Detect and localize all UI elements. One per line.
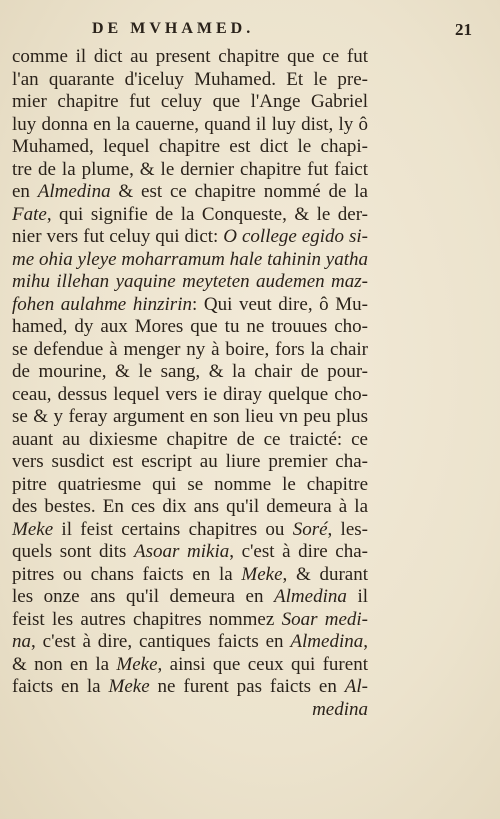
text-segment: l'an quarante d'iceluy Muhamed. Et le pre- <box>12 68 368 90</box>
text-segment: des bestes. En ces dix ans qu'il demeura à la <box>12 496 368 517</box>
text-segment: feist les autres chapitres nommez <box>12 608 282 630</box>
text-segment: mier chapitre fut celuy que l'Ange Gabriel <box>12 91 368 112</box>
italic-segment: me ohia yleye moharramum hale tahinin yatha <box>12 248 368 270</box>
text-segment: il <box>346 586 369 607</box>
text-segment: , les- <box>327 518 368 540</box>
italic-segment: Soré <box>292 518 328 540</box>
text-line <box>12 406 368 429</box>
text-line <box>12 136 368 159</box>
italic-segment: Meke <box>12 518 54 540</box>
text-segment: : Qui veut dire, ô Mu- <box>191 293 368 315</box>
text-line <box>12 609 368 632</box>
text-segment: & non en la <box>12 653 117 675</box>
italic-segment: Soar medi- <box>281 608 369 630</box>
text-segment: comme il dict au present chapitre que ce fut <box>12 46 368 67</box>
text-segment: en <box>12 181 38 202</box>
text-line <box>12 271 368 294</box>
text-line <box>12 69 368 92</box>
italic-segment: Meke <box>108 676 150 697</box>
italic-segment: Almedina <box>290 631 364 652</box>
italic-segment: medina <box>312 698 368 720</box>
text-line <box>12 159 368 182</box>
text-line <box>12 91 368 114</box>
text-segment: pitres ou chans faicts en la <box>12 563 242 585</box>
text-line <box>12 519 368 542</box>
text-line <box>12 384 368 407</box>
text-segment: les onze ans qu'il demeura en <box>12 586 275 607</box>
text-line <box>12 586 368 609</box>
text-line <box>12 249 368 272</box>
text-segment: se & y feray argument en son lieu vn peu plus <box>12 406 368 427</box>
text-line <box>12 204 368 227</box>
text-segment: se defendue à menger ny à boire, fors la chair <box>12 338 368 360</box>
text-segment: quels sont dits <box>12 541 135 562</box>
text-line <box>12 541 368 564</box>
text-segment: faicts en la <box>12 676 109 697</box>
italic-segment: mihu illehan yaquine meyteten audemen maz- <box>12 271 368 292</box>
text-line <box>12 316 368 339</box>
text-line <box>12 429 368 452</box>
text-line <box>12 474 368 497</box>
text-line <box>12 699 368 722</box>
text-line <box>12 631 368 654</box>
text-segment: vers susdict est escript au liure premier cha- <box>12 451 368 472</box>
text-segment: Muhamed, lequel chapitre est dict le chapi- <box>12 136 368 157</box>
body-text <box>12 46 368 721</box>
italic-segment: Asoar mikia <box>134 541 230 562</box>
text-segment: , c'est à dire, cantiques faicts en <box>31 631 291 652</box>
text-segment: , <box>363 631 368 652</box>
running-head: DE MVHAMED. <box>92 20 255 37</box>
text-segment: auant au dixiesme chapitre de ce traicté: ce <box>12 428 368 450</box>
italic-segment: fohen aulahme hinzirin <box>12 293 192 315</box>
italic-segment: na <box>12 631 31 652</box>
text-segment: , ainsi que ceux qui furent <box>157 653 368 675</box>
text-segment: luy donna en la cauerne, quand il luy dist, ly ô <box>12 113 368 135</box>
text-line <box>12 294 368 317</box>
italic-segment: Fate <box>12 203 47 225</box>
text-segment: il feist certains chapitres ou <box>53 518 293 540</box>
text-segment: de mourine, & le sang, & la chair de pour- <box>12 361 368 382</box>
text-segment: & est ce chapitre nommé de la <box>110 181 368 202</box>
text-line <box>12 339 368 362</box>
page-header <box>0 20 500 46</box>
text-line <box>12 564 368 587</box>
text-line <box>12 181 368 204</box>
italic-segment: Meke <box>116 653 158 675</box>
text-segment: , & durant <box>282 563 368 585</box>
text-segment: nier vers fut celuy qui dict: <box>12 226 224 247</box>
text-segment: , qui signifie de la Conqueste, & le der- <box>46 203 368 225</box>
italic-segment: Almedina <box>37 181 111 202</box>
italic-segment: Almedina <box>274 586 347 607</box>
italic-segment: Meke <box>241 563 283 585</box>
text-line <box>12 654 368 677</box>
text-segment: tre de la plume, & le dernier chapitre fut faict <box>12 158 368 180</box>
text-line <box>12 496 368 519</box>
text-line <box>12 361 368 384</box>
text-segment: ne furent pas faicts en <box>149 676 345 697</box>
text-segment: ceau, dessus lequel vers ie diray quelque cho- <box>12 383 368 405</box>
text-line <box>12 451 368 474</box>
text-line <box>12 114 368 137</box>
text-segment: , c'est à dire cha- <box>229 541 368 562</box>
text-segment: hamed, dy aux Mores que tu ne trouues cho- <box>12 316 368 337</box>
italic-segment: Al- <box>344 676 368 697</box>
text-line <box>12 676 368 699</box>
text-line <box>12 46 368 69</box>
page-number: 21 <box>455 20 472 39</box>
text-segment: pitre quatriesme qui se nomme le chapitre <box>12 473 368 495</box>
text-line <box>12 226 368 249</box>
italic-segment: O college egido si- <box>223 226 368 247</box>
